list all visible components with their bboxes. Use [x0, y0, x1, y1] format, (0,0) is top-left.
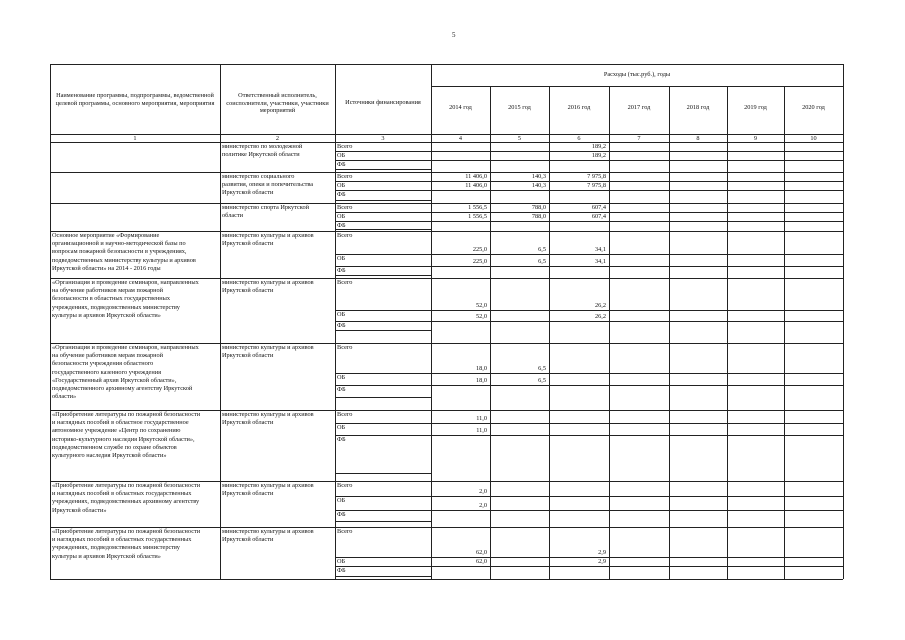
- source-label: Всего: [337, 232, 353, 239]
- header-responsible-column: Ответственный исполнитель, соисполнители, участники, участники мероприятий: [226, 92, 329, 115]
- header-source-column: Источники финансирования: [345, 99, 421, 106]
- column-number: 1: [133, 135, 137, 142]
- responsible-line: министерство культуры и архивов: [222, 279, 314, 286]
- measure-name-line: «Приобретение литературы по пожарной безопасности: [52, 528, 201, 535]
- header-year: 2020 год: [802, 104, 825, 111]
- measure-name-line: и наглядных пособий в областных государственных: [52, 490, 192, 498]
- responsible-line: политике Иркутской области: [222, 151, 300, 159]
- measure-name-line: культуры и архивов Иркутской области»: [52, 552, 161, 560]
- value-cell: 189,2: [591, 143, 606, 150]
- measure-name-line: подведомственном службе по охране объектов: [52, 443, 177, 451]
- responsible-line: Иркутской области: [222, 352, 274, 360]
- measure-name-line: учреждениях, подведомственных архивному агентству: [52, 498, 200, 506]
- responsible-line: области: [222, 212, 244, 220]
- column-number: 7: [637, 135, 641, 142]
- value-cell: 62,0: [475, 558, 487, 565]
- header-year: 2015 год: [508, 104, 531, 111]
- grid-line: [50, 579, 843, 580]
- value-cell: 1 556,5: [468, 204, 487, 211]
- responsible-line: министерство культуры и архивов: [222, 232, 314, 239]
- grid-line: [335, 321, 843, 322]
- measure-name-line: «Организация и проведение семинаров, направленных: [52, 279, 199, 286]
- responsible-line: Иркутской области: [222, 189, 274, 197]
- header-expenses: Расходы (тыс.руб.), годы: [603, 71, 671, 78]
- source-label: ОБ: [337, 497, 346, 504]
- column-number: 8: [696, 135, 700, 142]
- measure-name-line: подведомственных министерству культуры и архивов: [52, 256, 196, 264]
- measure-name-line: на обучение работников мерам пожарной: [52, 352, 164, 360]
- measure-name-line: «Государственный архив Иркутской области»,: [52, 376, 177, 384]
- source-label: ФБ: [337, 436, 346, 443]
- grid-line: [335, 275, 431, 276]
- grid-line: [335, 160, 843, 161]
- header-year: 2019 год: [744, 104, 767, 111]
- header-year: 2018 год: [686, 104, 710, 111]
- column-number: 6: [577, 135, 581, 142]
- grid-line: [335, 566, 843, 567]
- grid-line: [335, 473, 431, 474]
- source-label: ОБ: [337, 255, 346, 262]
- responsible-line: министерство культуры и архивов: [222, 482, 314, 489]
- measure-name-line: учреждениях, подведомственных министерству: [52, 303, 180, 311]
- page-number: 5: [452, 31, 456, 39]
- responsible-line: министерство по молодежной: [222, 143, 303, 150]
- grid-line: [335, 310, 843, 311]
- value-cell: 189,2: [591, 152, 606, 159]
- grid-line: [335, 169, 431, 170]
- responsible-line: Иркутской области: [222, 490, 274, 498]
- responsible-line: министерство спорта Иркутской: [222, 204, 310, 211]
- measure-name-line: культуры и архивов Иркутской области»: [52, 311, 161, 319]
- source-label: Всего: [337, 279, 353, 286]
- measure-name-line: государственного казенного учреждения: [52, 368, 161, 376]
- measure-name-line: учреждениях, подведомственных министерству: [52, 544, 180, 552]
- grid-line: [431, 86, 843, 87]
- grid-line: [335, 435, 843, 436]
- value-cell: 34,1: [594, 258, 606, 265]
- value-cell: 18,0: [475, 365, 487, 372]
- source-label: Всего: [337, 482, 353, 489]
- measure-name-line: Иркутской области» на 2014 - 2016 годы: [52, 264, 161, 272]
- source-label: Всего: [337, 411, 353, 418]
- header-year: 2017 год: [627, 104, 651, 111]
- measure-name-line: и наглядных пособий в областное государственное: [52, 419, 189, 427]
- source-label: Всего: [337, 173, 353, 180]
- source-label: ОБ: [337, 152, 346, 159]
- grid-line: [335, 576, 431, 577]
- source-label: ФБ: [337, 511, 346, 518]
- measure-name-line: историко-культурного наследия Иркутской области»,: [52, 435, 195, 443]
- value-cell: 11 406,0: [465, 173, 487, 180]
- measure-name-line: «Приобретение литературы по пожарной безопасности: [52, 411, 201, 418]
- source-label: ОБ: [337, 374, 346, 381]
- column-number: 4: [458, 135, 463, 142]
- source-label: ОБ: [337, 213, 346, 220]
- grid-line: [335, 200, 431, 201]
- value-cell: 140,3: [531, 182, 546, 189]
- grid-line: [335, 510, 843, 511]
- header-year: 2014 год: [449, 104, 472, 111]
- value-cell: 2,9: [598, 549, 606, 556]
- responsible-line: министерство социального: [222, 173, 295, 180]
- grid-line: [843, 64, 844, 579]
- responsible-line: Иркутской области: [222, 419, 274, 427]
- grid-line: [335, 397, 431, 398]
- grid-line: [335, 266, 843, 267]
- measure-name-line: вопросам пожарной безопасности в учреждениях,: [52, 248, 187, 256]
- value-cell: 11,0: [476, 427, 487, 434]
- measure-name-line: Основное мероприятие «Формирование: [52, 232, 160, 239]
- value-cell: 788,0: [531, 213, 546, 220]
- measure-name-line: на обучение работников мерам пожарной: [52, 287, 164, 295]
- grid-line: [335, 221, 843, 222]
- source-label: ФБ: [337, 322, 346, 329]
- value-cell: 140,3: [531, 173, 546, 180]
- responsible-line: развития, опеки и попечительства: [222, 181, 314, 189]
- responsible-line: Иркутской области: [222, 240, 274, 248]
- measure-name-line: Иркутской области»: [52, 506, 107, 514]
- value-cell: 225,0: [472, 258, 487, 265]
- measure-name-line: безопасности учреждения областного: [52, 360, 154, 368]
- source-label: ФБ: [337, 386, 346, 393]
- value-cell: 607,4: [591, 213, 606, 220]
- source-label: ФБ: [337, 161, 346, 168]
- measure-name-line: безопасности в областных государственных: [52, 295, 171, 303]
- value-cell: 2,0: [479, 502, 487, 509]
- value-cell: 1 556,5: [468, 213, 487, 220]
- value-cell: 52,0: [475, 302, 487, 309]
- grid-line: [335, 190, 843, 191]
- value-cell: 6,5: [538, 258, 546, 265]
- value-cell: 18,0: [475, 377, 487, 384]
- column-number: 9: [753, 135, 758, 142]
- value-cell: 6,5: [538, 377, 546, 384]
- value-cell: 6,5: [538, 246, 546, 253]
- source-label: Всего: [337, 528, 353, 535]
- measure-name-line: организационной и научно-методической базы по: [52, 240, 186, 248]
- value-cell: 26,2: [594, 302, 606, 309]
- value-cell: 11 406,0: [465, 182, 487, 189]
- source-label: ФБ: [337, 567, 346, 574]
- value-cell: 225,0: [472, 246, 487, 253]
- source-label: ФБ: [337, 267, 346, 274]
- source-label: Всего: [337, 204, 353, 211]
- responsible-line: Иркутской области: [222, 536, 274, 544]
- measure-name-line: «Приобретение литературы по пожарной безопасности: [52, 482, 201, 489]
- value-cell: 26,2: [594, 313, 606, 320]
- header-year: 2016 год: [567, 104, 591, 111]
- responsible-line: министерство культуры и архивов: [222, 411, 314, 418]
- source-label: ФБ: [337, 222, 346, 229]
- source-label: ОБ: [337, 558, 346, 565]
- source-label: Всего: [337, 143, 353, 150]
- responsible-line: Иркутской области: [222, 287, 274, 295]
- value-cell: 2,9: [598, 558, 606, 565]
- header-name-column: Наименование программы, подпрограммы, ведомственной целевой программы, основного мероприятия, мероприятия: [55, 92, 215, 107]
- measure-name-line: автономное учреждение «Центр по сохранению: [52, 427, 181, 435]
- source-label: ОБ: [337, 182, 346, 189]
- value-cell: 788,0: [531, 204, 546, 211]
- source-label: ФБ: [337, 191, 346, 198]
- value-cell: 52,0: [475, 313, 487, 320]
- grid-line: [335, 254, 843, 255]
- source-label: Всего: [337, 344, 353, 351]
- value-cell: 6,5: [538, 365, 546, 372]
- value-cell: 2,0: [479, 488, 487, 495]
- column-number: 10: [810, 135, 817, 142]
- column-number: 3: [381, 135, 385, 142]
- value-cell: 7 975,8: [587, 173, 606, 180]
- measure-name-line: культурного наследия Иркутской области»: [52, 452, 167, 459]
- grid-line: [335, 385, 843, 386]
- value-cell: 11,0: [476, 415, 487, 422]
- measure-name-line: области»: [52, 393, 77, 401]
- grid-line: [335, 373, 843, 374]
- responsible-line: министерство культуры и архивов: [222, 528, 314, 535]
- value-cell: 607,4: [591, 204, 606, 211]
- measure-name-line: и наглядных пособий в областных государственных: [52, 536, 192, 544]
- grid-line: [335, 521, 431, 522]
- source-label: ОБ: [337, 424, 346, 431]
- value-cell: 34,1: [594, 246, 606, 253]
- source-label: ОБ: [337, 311, 346, 318]
- grid-line: [335, 423, 843, 424]
- grid-line: [335, 330, 431, 331]
- grid-line: [50, 64, 843, 65]
- value-cell: 7 975,8: [587, 182, 606, 189]
- measure-name-line: подведомственного архивному агентству Иркутской: [52, 385, 193, 392]
- column-number: 2: [275, 135, 280, 142]
- grid-line: [335, 496, 843, 497]
- measure-name-line: «Организация и проведение семинаров, направленных: [52, 344, 199, 351]
- column-number: 5: [517, 135, 522, 142]
- responsible-line: министерство культуры и архивов: [222, 344, 314, 351]
- grid-line: [50, 142, 843, 143]
- value-cell: 62,0: [475, 549, 487, 556]
